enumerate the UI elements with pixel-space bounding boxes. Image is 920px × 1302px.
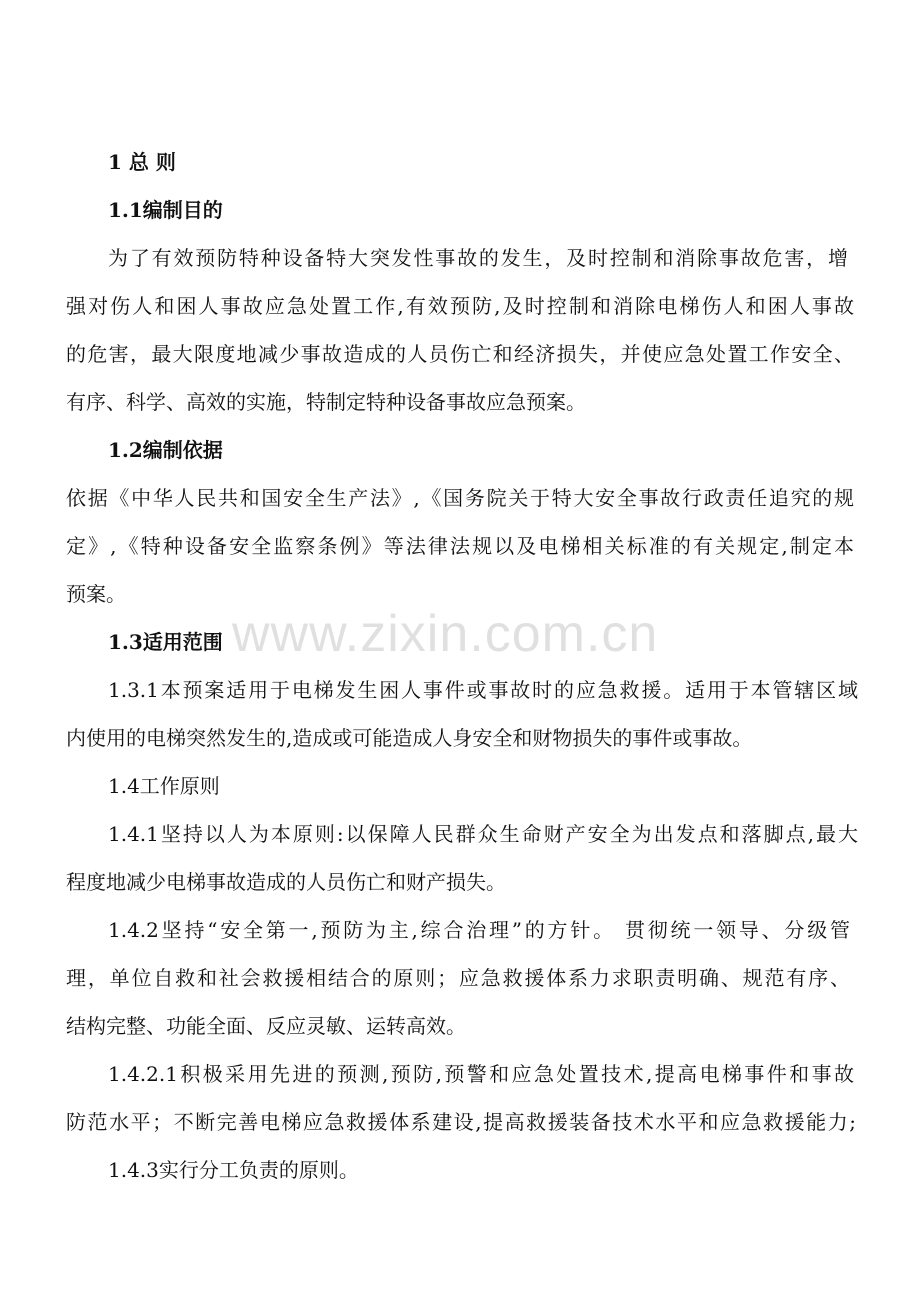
paragraph-line: 内使用的电梯突然发生的,造成或可能造成人身安全和财物损失的事件或事故。 bbox=[66, 726, 753, 750]
paragraph-line: 强对伤人和困人事故应急处置工作,有效预防,及时控制和消除电梯伤人和困人事故 bbox=[66, 294, 854, 318]
section-title-basis: 1.2编制依据 bbox=[108, 438, 223, 462]
paragraph-line: 结构完整、功能全面、反应灵敏、运转高效。 bbox=[66, 1014, 466, 1038]
paragraph-line: 1.4.1坚持以人为本原则:以保障人民群众生命财产安全为出发点和落脚点,最大 bbox=[108, 822, 858, 846]
paragraph-line: 1.4.3实行分工负责的原则。 bbox=[108, 1158, 359, 1182]
section-title-scope: 1.3适用范围 bbox=[108, 630, 223, 654]
paragraph-line: 依据《中华人民共和国安全生产法》,《国务院关于特大安全事故行政责任追究的规 bbox=[66, 486, 854, 510]
section-title-purpose: 1.1编制目的 bbox=[108, 198, 223, 222]
paragraph-line: 程度地减少电梯事故造成的人员伤亡和财产损失。 bbox=[66, 870, 506, 894]
heading-general-principles: 1 总 则 bbox=[108, 150, 176, 174]
watermark: www.zixin.com.cn bbox=[232, 605, 659, 663]
paragraph-line: 预案。 bbox=[66, 582, 126, 606]
paragraph-line: 的危害，最大限度地减少事故造成的人员伤亡和经济损失，并使应急处置工作安全、 bbox=[66, 342, 854, 366]
paragraph-line: 1.3.1本预案适用于电梯发生困人事件或事故时的应急救援。适用于本管辖区域 bbox=[108, 678, 858, 702]
paragraph-line: 1.4.2.1积极采用先进的预测,预防,预警和应急处置技术,提高电梯事件和事故 bbox=[108, 1062, 854, 1086]
paragraph-line: 理，单位自救和社会救援相结合的原则；应急救援体系力求职责明确、规范有序、 bbox=[66, 966, 850, 990]
paragraph-line: 定》,《特种设备安全监察条例》等法律法规以及电梯相关标准的有关规定,制定本 bbox=[66, 534, 854, 558]
paragraph-line: 为了有效预防特种设备特大突发性事故的发生，及时控制和消除事故危害，增 bbox=[108, 246, 848, 270]
paragraph-line: 1.4.2坚持“安全第一,预防为主,综合治理”的方针。 贯彻统一领导、分级管 bbox=[108, 918, 850, 942]
paragraph-line: 有序、科学、高效的实施，特制定特种设备事故应急预案。 bbox=[66, 390, 586, 414]
paragraph-line: 防范水平；不断完善电梯应急救援体系建设,提高救援装备技术水平和应急救援能力; bbox=[66, 1110, 856, 1134]
section-title-principles: 1.4工作原则 bbox=[108, 774, 220, 798]
